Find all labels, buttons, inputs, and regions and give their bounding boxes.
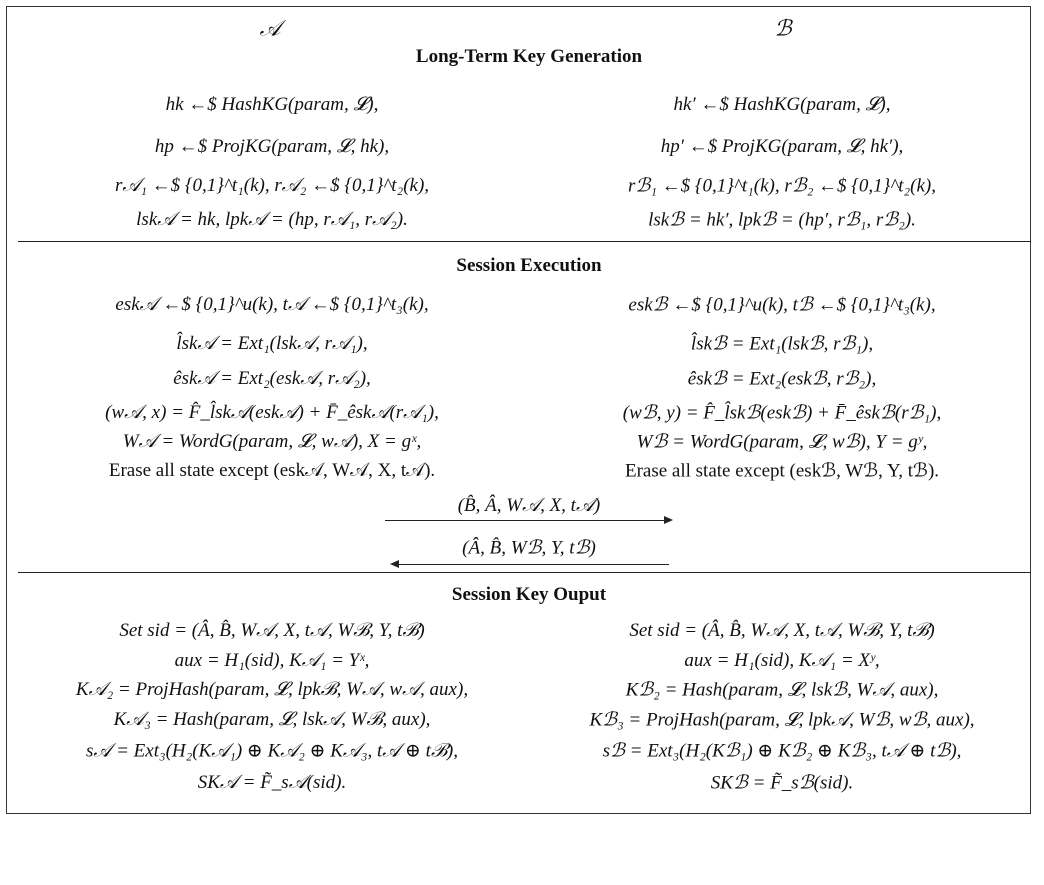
output-a-line: s𝒜 = Ext₃(H₂(K𝒜₁) ⊕ K𝒜₂ ⊕ K𝒜₃, t𝒜 ⊕ tℬ),: [85, 740, 459, 762]
output-a-line: Set sid = (Â, B̂, W𝒜, X, t𝒜, Wℬ, Y, tℬ): [119, 620, 425, 641]
exec-b-line: l̂skℬ = Ext₁(lskℬ, rℬ₁),: [690, 333, 874, 355]
section-title-output: Session Key Ouput: [451, 584, 607, 605]
exec-a-line: Erase all state except (esk𝒜, W𝒜, X, t𝒜).: [108, 460, 436, 481]
keygen-b-line: hp′ ←$ ProjKG(param, 𝓛, hk′),: [660, 136, 904, 157]
output-b-line: aux = H₁(sid), K𝒜₁ = Xʸ,: [684, 650, 880, 671]
message-a-to-b: (B̂, Â, W𝒜, X, t𝒜): [457, 495, 601, 516]
output-a-line: K𝒜₃ = Hash(param, 𝓛, lsk𝒜, Wℬ, aux),: [113, 709, 431, 730]
arrow-left-icon: [392, 564, 669, 565]
exec-b-line: (wℬ, y) = F̂_l̂skℬ(eskℬ) + F̄_êskℬ(rℬ₁),: [622, 402, 942, 424]
output-b-line: SKℬ = F̃_sℬ(sid).: [710, 772, 854, 794]
exec-b-line: êskℬ = Ext₂(eskℬ, rℬ₂),: [687, 368, 877, 390]
exec-a-line: (w𝒜, x) = F̂_l̂sk𝒜(esk𝒜) + F̄_êsk𝒜(r𝒜₁),: [105, 402, 439, 423]
output-b-line: Set sid = (Â, B̂, W𝒜, X, t𝒜, Wℬ, Y, tℬ): [629, 620, 935, 641]
keygen-a-line: hp ←$ ProjKG(param, 𝓛, hk),: [154, 136, 390, 157]
party-a-label: 𝒜: [259, 16, 281, 42]
output-b-line: Kℬ₂ = Hash(param, 𝓛, lskℬ, W𝒜, aux),: [625, 679, 939, 701]
keygen-a-line: hk ←$ HashKG(param, 𝓛),: [165, 94, 379, 115]
section-divider: [18, 241, 1031, 242]
keygen-a-line: lsk𝒜 = hk, lpk𝒜 = (hp, r𝒜₁, r𝒜₂).: [136, 209, 408, 230]
keygen-b-line: hk′ ←$ HashKG(param, 𝓛),: [673, 94, 891, 115]
party-b-label: ℬ: [774, 16, 792, 42]
section-title-keygen: Long-Term Key Generation: [415, 46, 643, 67]
output-b-line: sℬ = Ext₃(H₂(Kℬ₁) ⊕ Kℬ₂ ⊕ Kℬ₃, t𝒜 ⊕ tℬ),: [602, 740, 962, 762]
output-a-line: aux = H₁(sid), K𝒜₁ = Yˣ,: [174, 650, 370, 671]
arrow-right-icon: [385, 520, 671, 521]
exec-b-line: Wℬ = WordG(param, 𝓛, wℬ), Y = gʸ,: [636, 431, 928, 453]
exec-a-line: W𝒜 = WordG(param, 𝓛, w𝒜), X = gˣ,: [122, 431, 422, 452]
exec-a-line: êsk𝒜 = Ext₂(esk𝒜, r𝒜₂),: [173, 368, 371, 389]
output-b-line: Kℬ₃ = ProjHash(param, 𝓛, lpk𝒜, Wℬ, wℬ, aux),: [589, 709, 975, 731]
keygen-b-line: lskℬ = hk′, lpkℬ = (hp′, rℬ₁, rℬ₂).: [648, 209, 916, 231]
output-a-line: SK𝒜 = F̃_s𝒜(sid).: [197, 772, 347, 793]
section-title-exec: Session Execution: [456, 255, 602, 276]
output-a-line: K𝒜₂ = ProjHash(param, 𝓛, lpkℬ, W𝒜, w𝒜, aux),: [75, 679, 469, 700]
message-b-to-a: (Â, B̂, Wℬ, Y, tℬ): [462, 537, 596, 559]
exec-a-line: esk𝒜 ←$ {0,1}^u(k), t𝒜 ←$ {0,1}^t₃(k),: [115, 294, 429, 315]
keygen-a-line: r𝒜₁ ←$ {0,1}^t₁(k), r𝒜₂ ←$ {0,1}^t₂(k),: [114, 175, 430, 196]
exec-b-line: eskℬ ←$ {0,1}^u(k), tℬ ←$ {0,1}^t₃(k),: [628, 294, 936, 316]
section-divider: [18, 572, 1031, 573]
keygen-b-line: rℬ₁ ←$ {0,1}^t₁(k), rℬ₂ ←$ {0,1}^t₂(k),: [628, 175, 936, 197]
exec-a-line: l̂sk𝒜 = Ext₁(lsk𝒜, r𝒜₁),: [176, 333, 368, 354]
exec-b-line: Erase all state except (eskℬ, Wℬ, Y, tℬ).: [624, 460, 940, 482]
